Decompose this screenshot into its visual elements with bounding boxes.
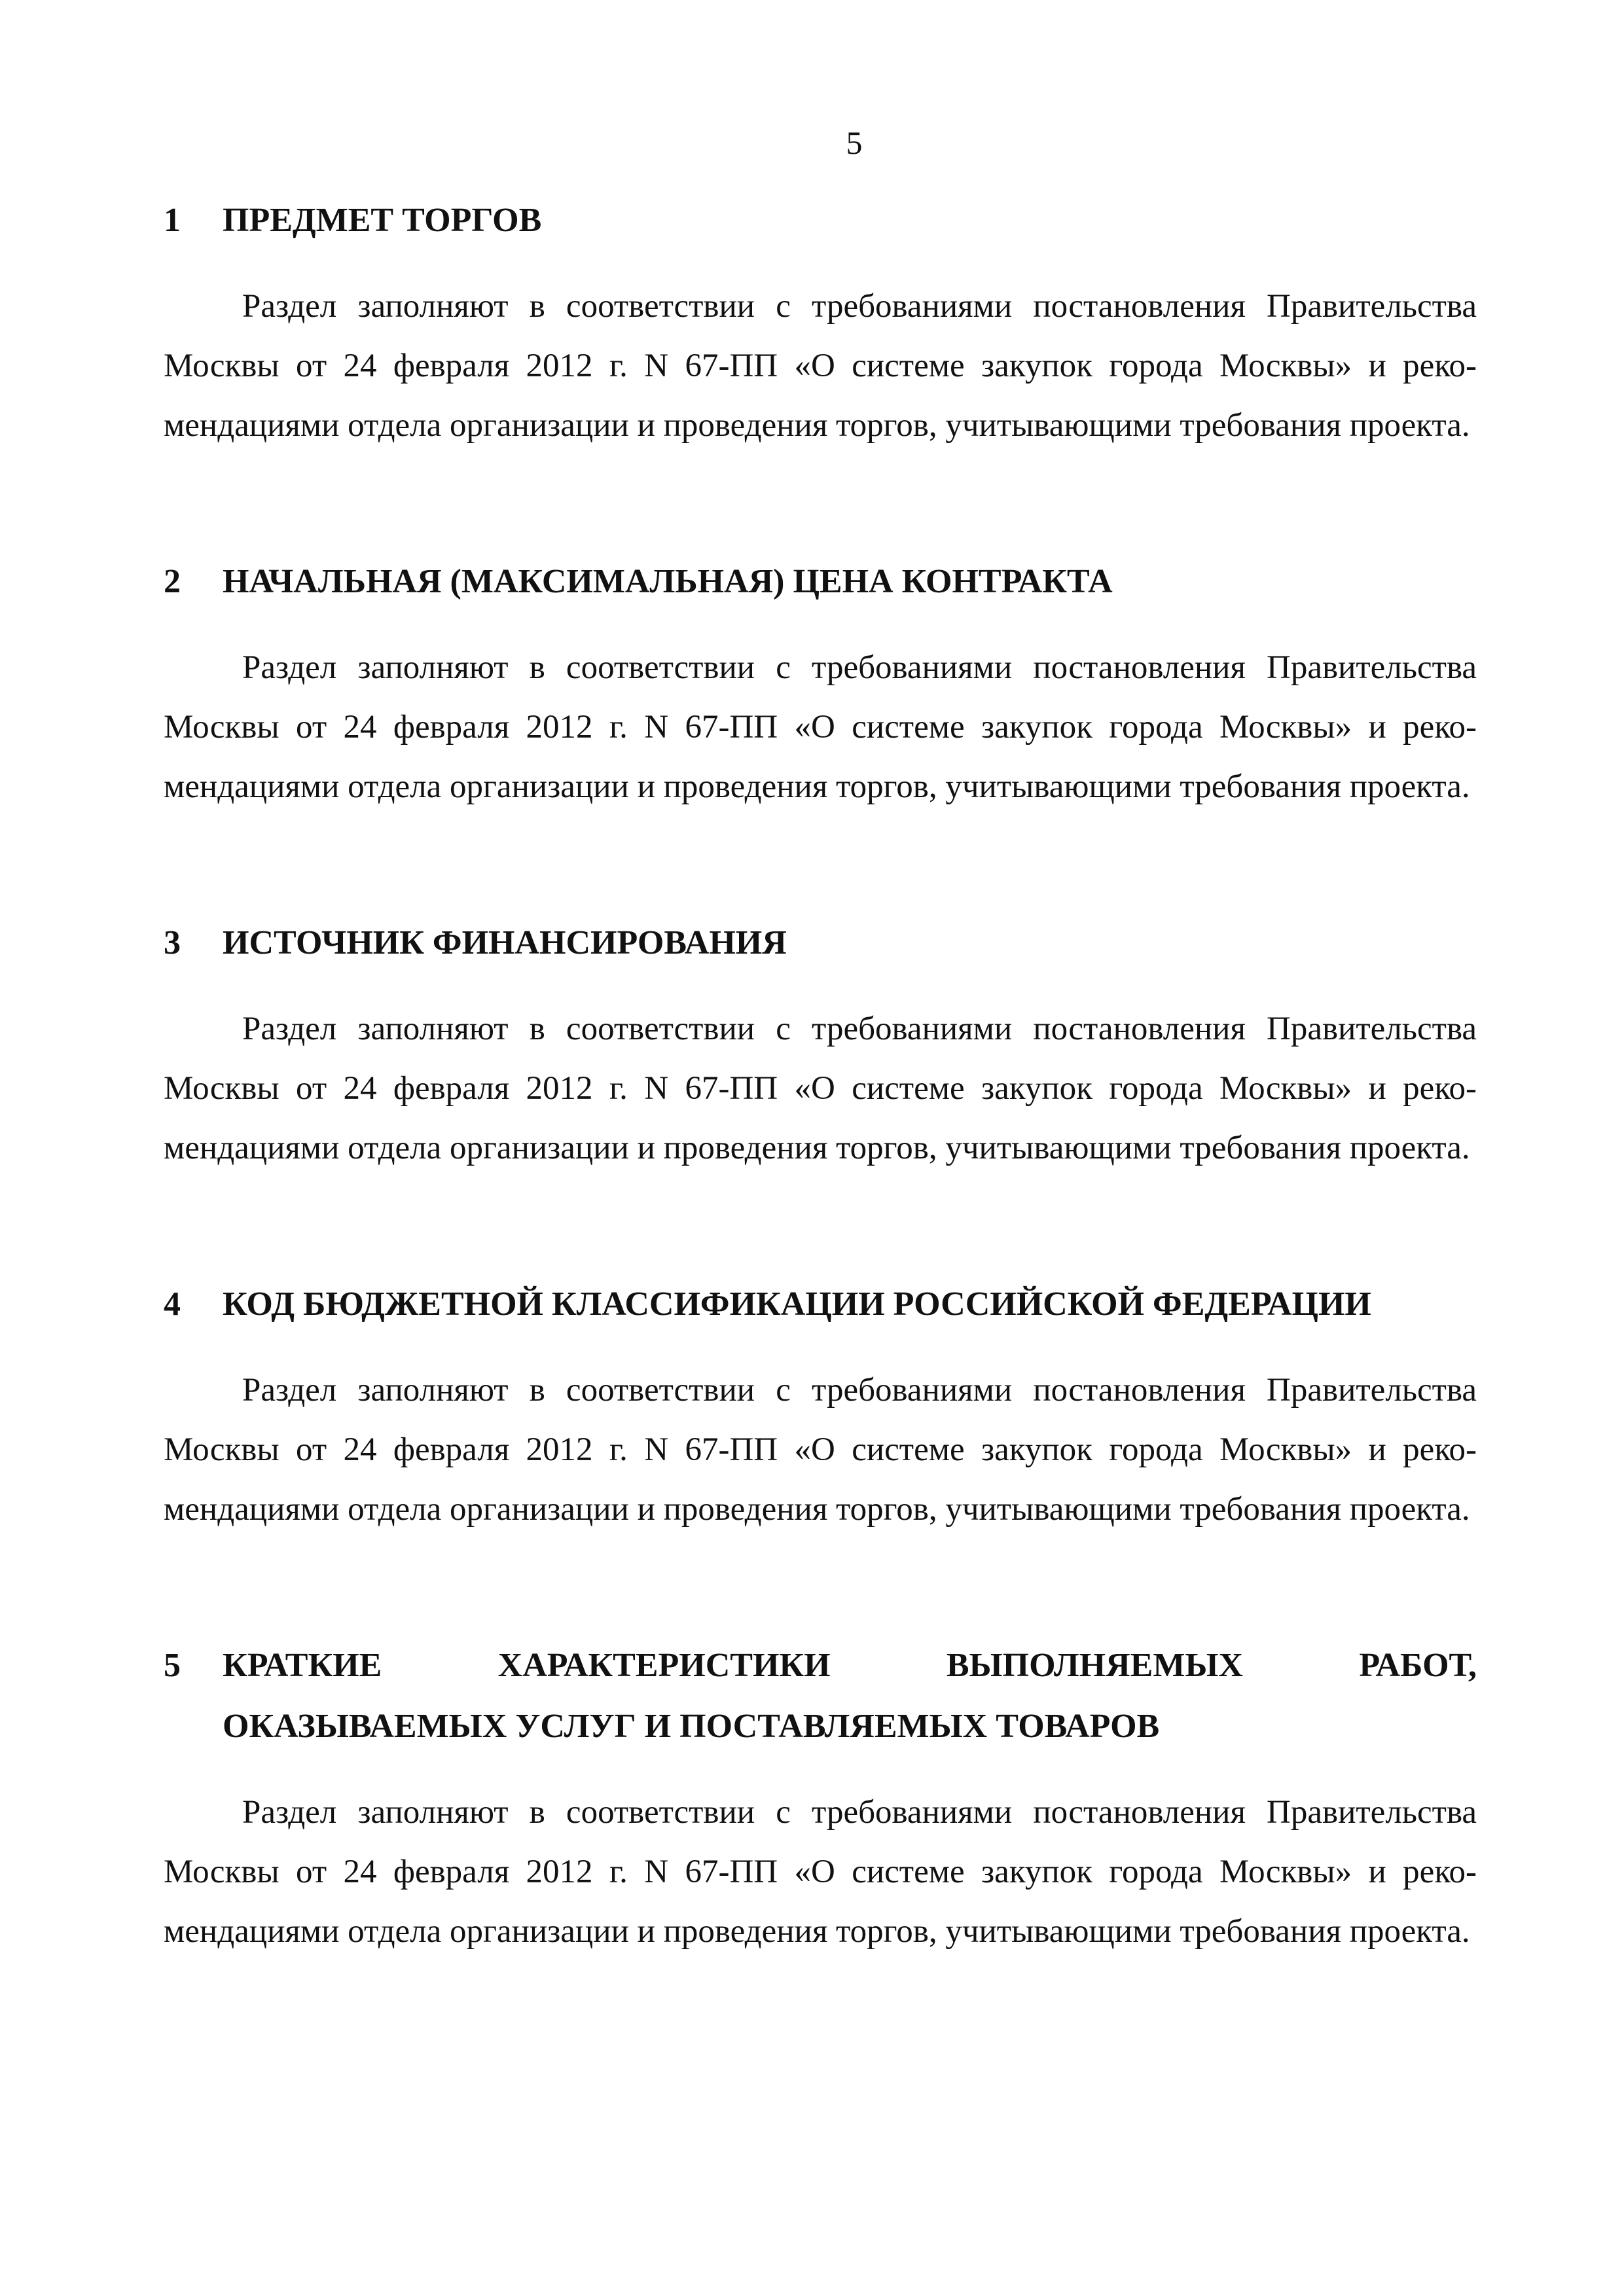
section-title: НАЧАЛЬНАЯ (МАКСИМАЛЬНАЯ) ЦЕНА КОНТРАКТА (223, 563, 1113, 600)
section-number: 3 (164, 924, 181, 961)
section-2 (164, 551, 1477, 817)
section-title: КОД БЮДЖЕТНОЙ КЛАССИФИКАЦИИ РОССИЙСКОЙ ФЕДЕРАЦИИ (223, 1285, 1371, 1323)
section-body: Раздел заполняют в соответствии с требованиями постановления Правительства Москвы от 24 февраля 2012 г. N 67-ПП «О системе закупок города Москвы» и реко-мендациями отдела организации и проведения торгов, учитывающими требования проекта. (164, 1794, 1477, 1950)
section-heading (164, 551, 1477, 612)
section-heading (164, 912, 1477, 973)
section-title-line-1: КРАТКИЕ ХАРАКТЕРИСТИКИ ВЫПОЛНЯЕМЫХ РАБОТ, (223, 1647, 1477, 1684)
section-heading (164, 1635, 1477, 1757)
section-title: ИСТОЧНИК ФИНАНСИРОВАНИЯ (223, 924, 787, 961)
section-number: 4 (164, 1285, 181, 1323)
section-heading (164, 190, 1477, 251)
section-heading (164, 1274, 1477, 1335)
section-5 (164, 1635, 1477, 1962)
section-body: Раздел заполняют в соответствии с требованиями постановления Правительства Москвы от 24 февраля 2012 г. N 67-ПП «О системе закупок города Москвы» и реко-мендациями отдела организации и проведения торгов, учитывающими требования проекта. (164, 649, 1477, 805)
section-body: Раздел заполняют в соответствии с требованиями постановления Правительства Москвы от 24 февраля 2012 г. N 67-ПП «О системе закупок города Москвы» и реко-мендациями отдела организации и проведения торгов, учитывающими требования проекта. (164, 1372, 1477, 1528)
section-number: 1 (164, 202, 181, 239)
page-number: 5 (846, 124, 863, 161)
section-number: 5 (164, 1647, 181, 1684)
section-4 (164, 1274, 1477, 1539)
section-1 (164, 190, 1477, 456)
section-body: Раздел заполняют в соответствии с требованиями постановления Правительства Москвы от 24 февраля 2012 г. N 67-ПП «О системе закупок города Москвы» и реко-мендациями отдела организации и проведения торгов, учитывающими требования проекта. (164, 1011, 1477, 1166)
section-title: ПРЕДМЕТ ТОРГОВ (223, 202, 542, 239)
section-title-line-2: ОКАЗЫВАЕМЫХ УСЛУГ И ПОСТАВЛЯЕМЫХ ТОВАРОВ (223, 1708, 1160, 1745)
section-number: 2 (164, 563, 181, 600)
section-body: Раздел заполняют в соответствии с требованиями постановления Правительства Москвы от 24 февраля 2012 г. N 67-ПП «О системе закупок города Москвы» и реко-мендациями отдела организации и проведения торгов, учитывающими требования проекта. (164, 288, 1477, 444)
section-3 (164, 912, 1477, 1178)
